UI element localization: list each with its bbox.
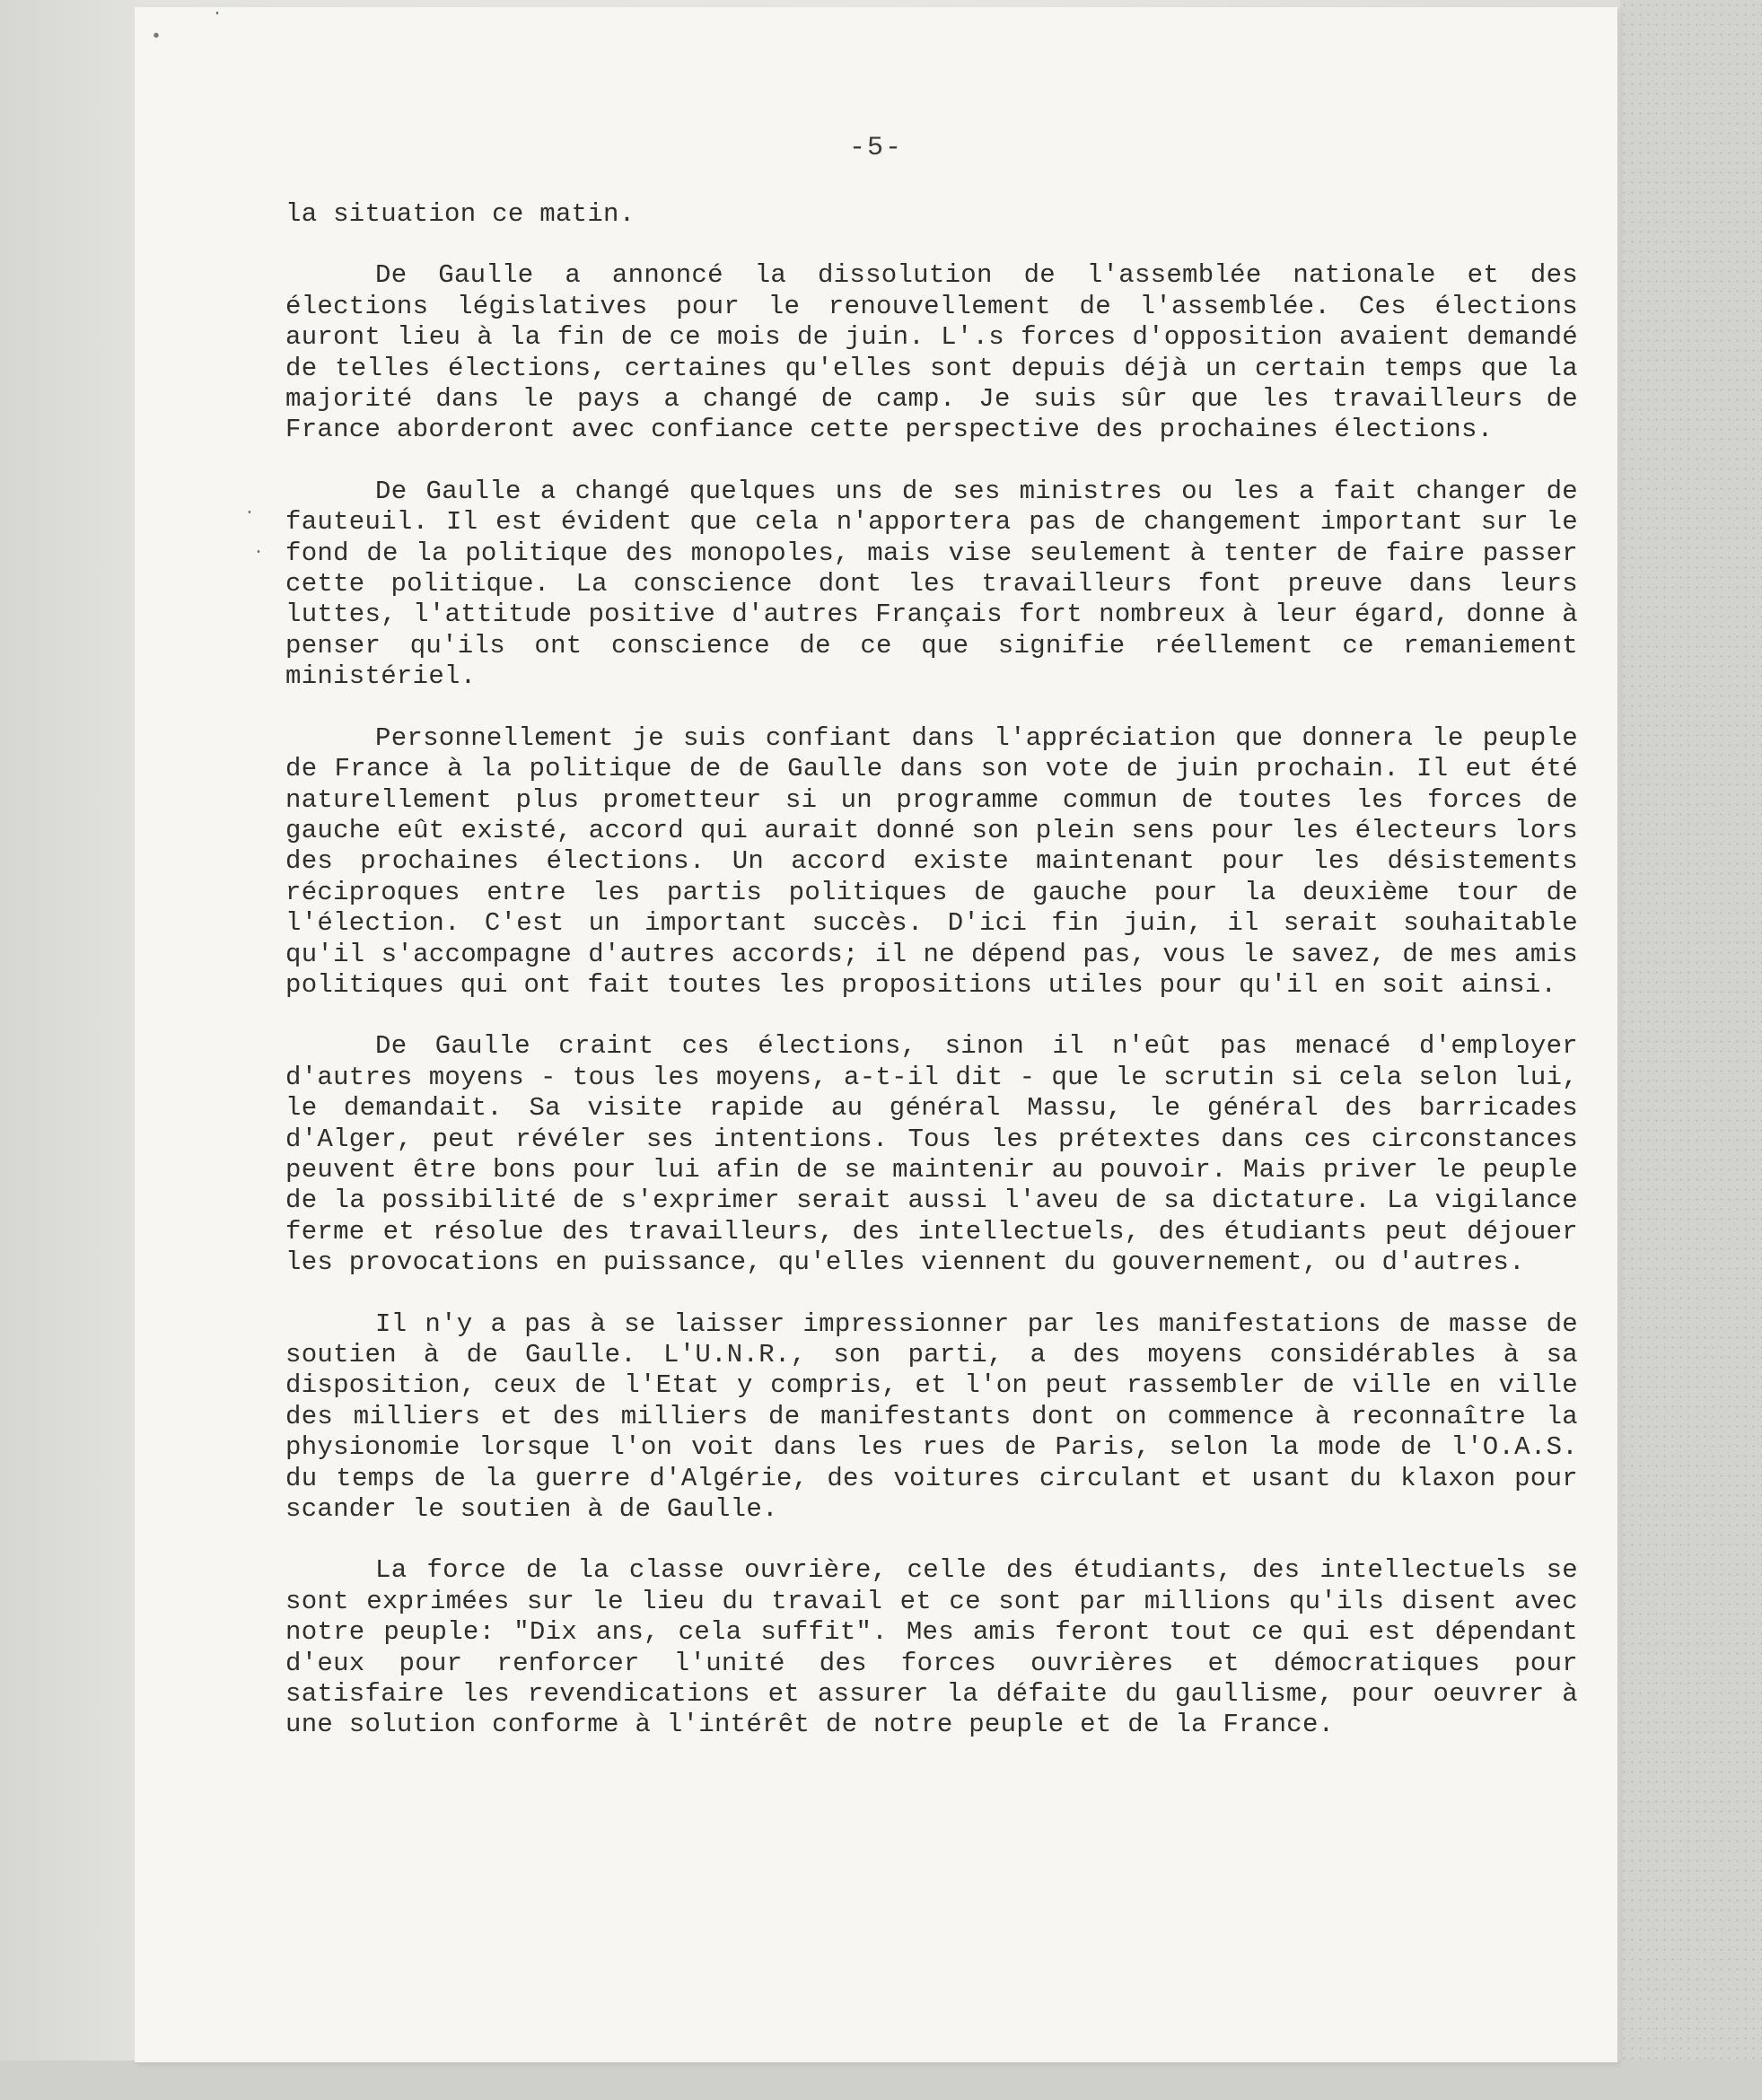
page-number: -5- [848,133,903,163]
paragraph-1: la situation ce matin. [285,199,636,229]
paragraph-7: La force de la classe ouvrière, celle des étudiants, des intellectuels se sont exprimées sur le lieu du travail et ce sont par millions qu'ils disent avec notre peuple: "Dix ans, cela suffit". Mes amis feront tout ce qui est dépendant d'eux pour renforcer l'unité des forces ouvrières et démocratiques pour satisfaire les revendications et assurer la défaite du gaullisme, pour oeuvrer à une solution conforme à l'intérêt de notre peuple et de la France. [285,1555,1578,1740]
scan-speck: · [244,503,256,523]
document-body [285,199,1578,1772]
paragraph-5: De Gaulle craint ces élections, sinon il n'eût pas menacé d'employer d'autres moyens - tous les moyens, a-t-il dit - que le scrutin si cela selon lui, le demandait. Sa visite rapide au général Massu, le général des barricades d'Alger, peut révéler ses intentions. Tous les prétextes dans ces circonstances peuvent être bons pour lui afin de se maintenir au pouvoir. Mais priver le peuple de la possibilité de s'exprimer serait aussi l'aveu de sa dictature. La vigilance ferme et résolue des travailleurs, des intellectuels, des étudiants peut déjouer les provocations en puissance, qu'elles viennent du gouvernement, ou d'autres. [285,1031,1578,1278]
scan-edge-right [1620,0,1762,2100]
paragraph-6: Il n'y a pas à se laisser impressionner par les manifestations de masse de soutien à de Gaulle. L'U.N.R., son parti, a des moyens considérables à sa disposition, ceux de l'Etat y compris, et l'on peut rassembler de ville en ville des milliers et des milliers de manifestants dont on commence à reconnaître la physionomie lorsque l'on voit dans les rues de Paris, selon la mode de l'O.A.S. du temps de la guerre d'Algérie, des voitures circulant et usant du klaxon pour scander le soutien à de Gaulle. [285,1308,1578,1525]
document-page [135,7,1617,2062]
scan-speck: • [151,27,162,48]
scan-speck: · [212,4,224,24]
scan-edge-bottom [0,2061,1762,2100]
paragraph-3: De Gaulle a changé quelques uns de ses ministres ou les a fait changer de fauteuil. Il est évident que cela n'apportera pas de changement important sur le fond de la politique des monopoles, mais vise seulement à tenter de faire passer cette politique. La conscience dont les travailleurs font preuve dans leurs luttes, l'attitude positive d'autres Français fort nombreux à leur égard, donne à penser qu'ils ont conscience de ce que signifie réellement ce remaniement ministériel. [285,476,1578,692]
paragraph-2: De Gaulle a annoncé la dissolution de l'assemblée nationale et des élections législatives pour le renouvellement de l'assemblée. Ces élections auront lieu à la fin de ce mois de juin. L'.s forces d'opposition avaient demandé de telles élections, certaines qu'elles sont depuis déjà un certain temps que la majorité dans le pays a changé de camp. Je suis sûr que les travailleurs de France aborderont avec confiance cette perspective des prochaines élections. [285,260,1578,445]
scan-speck: · [253,542,265,563]
paragraph-4: Personnellement je suis confiant dans l'appréciation que donnera le peuple de France à la politique de de Gaulle dans son vote de juin prochain. Il eut été naturellement plus prometteur si un programme commun de toutes les forces de gauche eût existé, accord qui aurait donné son plein sens pour les électeurs lors des prochaines élections. Un accord existe maintenant pour les désistements réciproques entre les partis politiques de gauche pour la deuxième tour de l'élection. C'est un important succès. D'ici fin juin, il serait souhaitable qu'il s'accompagne d'autres accords; il ne dépend pas, vous le savez, de mes amis politiques qui ont fait toutes les propositions utiles pour qu'il en soit ainsi. [285,722,1578,1000]
